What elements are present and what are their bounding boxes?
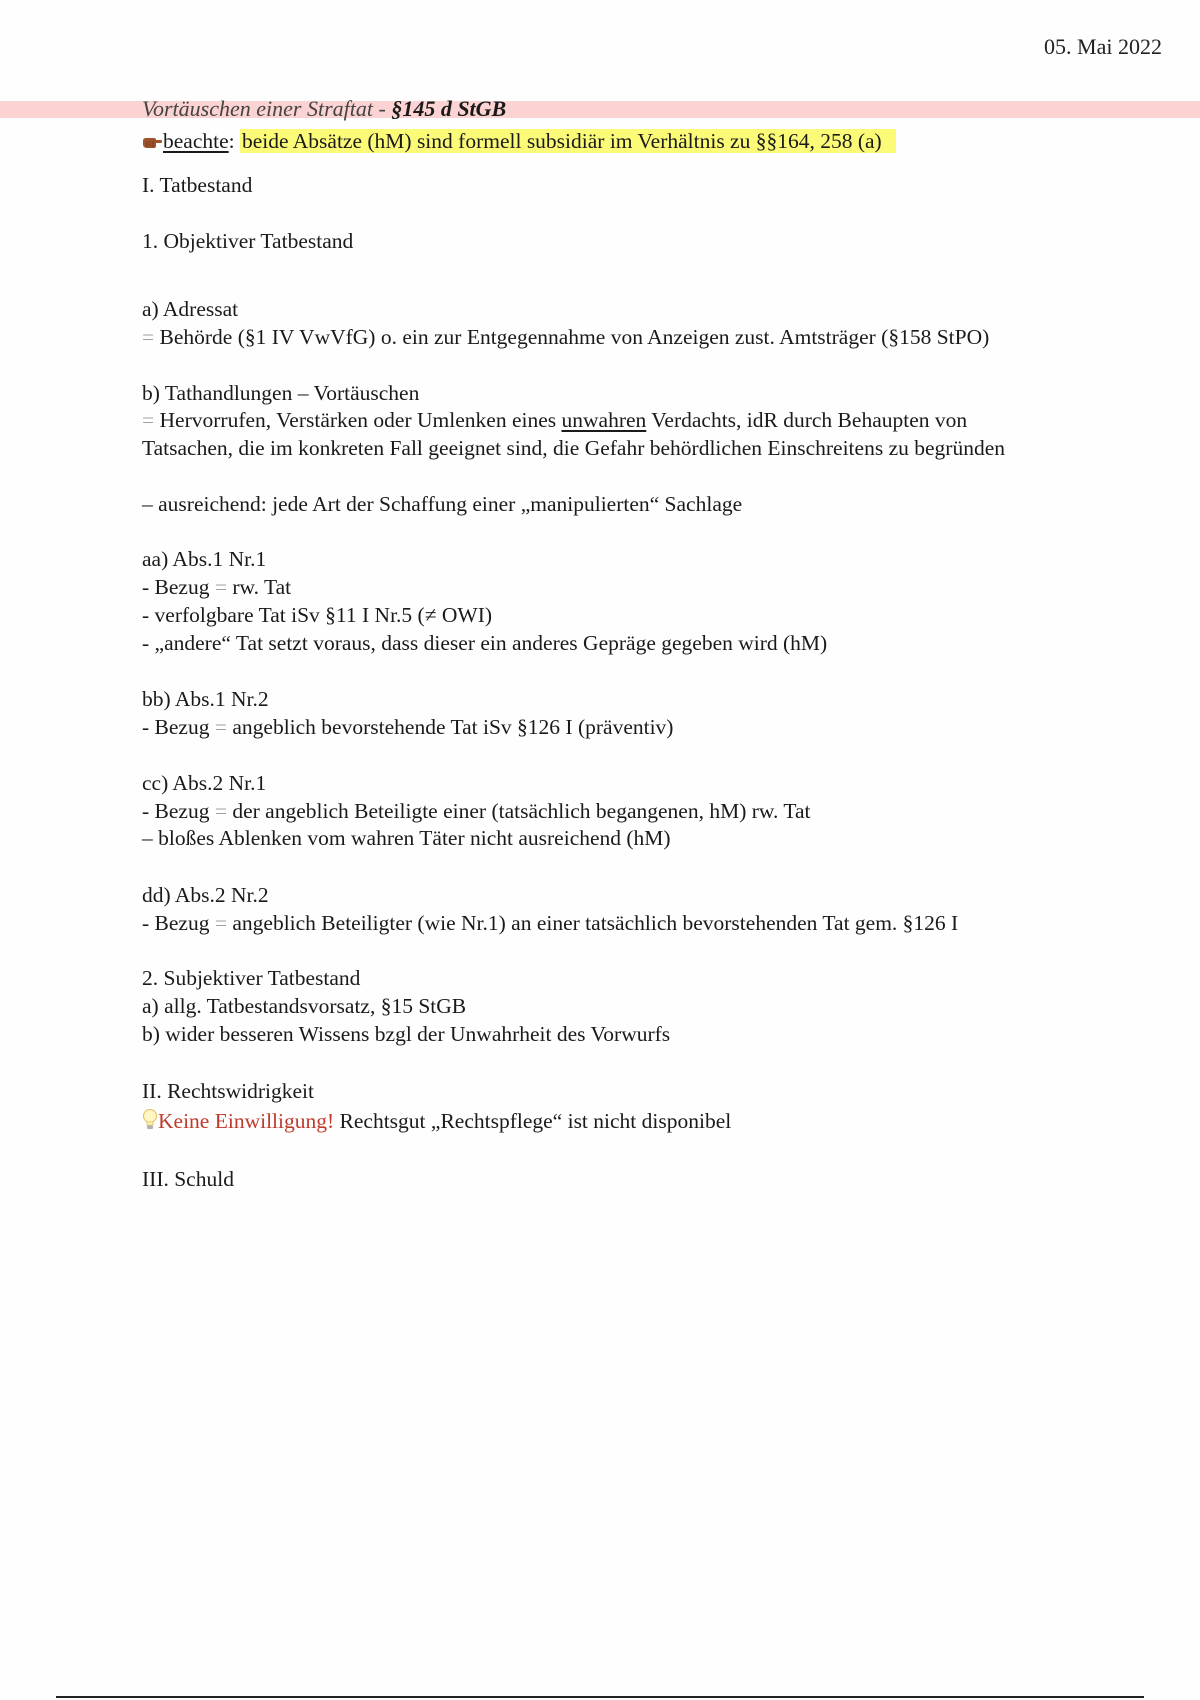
bezug-text: angeblich Beteiligter (wie Nr.1) an einer tatsächlich bevorstehenden Tat gem. §126 I: [226, 911, 959, 935]
heading-schuld: III. Schuld: [142, 1167, 234, 1191]
page-title: [142, 96, 506, 122]
abs2-nr1-bezug: [142, 798, 811, 824]
bezug-label: - Bezug: [142, 911, 215, 935]
abs2-nr1-ablenken: – bloßes Ablenken vom wahren Täter nicht ausreichend (hM): [142, 826, 671, 850]
heading-abs1-nr2: bb) Abs.1 Nr.2: [142, 687, 269, 711]
page-date: 05. Mai 2022: [1044, 34, 1162, 59]
adressat-text: Behörde (§1 IV VwVfG) o. ein zur Entgegennahme von Anzeigen zust. Amtsträger (§158 StPO): [154, 325, 990, 349]
bezug-text: angeblich bevorstehende Tat iSv §126 I (präventiv): [226, 715, 674, 739]
equals-sign: =: [142, 408, 155, 432]
heading-adressat: a) Adressat: [142, 297, 239, 321]
note-separator: :: [228, 129, 241, 153]
abs1-nr1-andere: - „andere“ Tat setzt voraus, dass dieser ein anderes Gepräge gegeben wird (hM): [142, 631, 828, 655]
equals-sign: =: [214, 911, 227, 935]
heading-tathandlungen: b) Tathandlungen – Vortäuschen: [142, 381, 420, 405]
note-label: beachte: [163, 129, 229, 153]
subjektiv-wissen: b) wider besseren Wissens bzgl der Unwahrheit des Vorwurfs: [142, 1022, 671, 1046]
heading-objektiver-tatbestand: 1. Objektiver Tatbestand: [142, 229, 354, 253]
title-prefix: Vortäuschen einer Straftat -: [142, 96, 392, 121]
tathandlungen-definition-1: [142, 407, 967, 433]
abs1-nr1-verfolgbar: - verfolgbare Tat iSv §11 I Nr.5 (≠ OWI): [142, 603, 493, 627]
abs2-nr2-bezug: [142, 910, 958, 936]
tathandlungen-definition-2: Tatsachen, die im konkreten Fall geeignet sind, die Gefahr behördlichen Einschreitens zu begründen: [142, 436, 1005, 460]
note-line: [142, 128, 896, 154]
heading-abs2-nr2: dd) Abs.2 Nr.2: [142, 883, 269, 907]
adressat-definition: [142, 324, 989, 350]
bezug-label: - Bezug: [142, 715, 215, 739]
lightbulb-icon: [142, 1108, 158, 1132]
rechtsgut-text: Rechtsgut „Rechtspflege“ ist nicht disponibel: [334, 1109, 732, 1133]
rechtswidrigkeit-note: [142, 1108, 731, 1134]
bezug-label: - Bezug: [142, 575, 215, 599]
heading-abs2-nr1: cc) Abs.2 Nr.1: [142, 771, 267, 795]
keine-einwilligung-text: Keine Einwilligung!: [158, 1109, 335, 1133]
heading-subjektiver-tatbestand: 2. Subjektiver Tatbestand: [142, 966, 361, 990]
equals-sign: =: [214, 575, 227, 599]
tathandlungen-text-b: Verdachts, idR durch Behaupten von: [646, 408, 968, 432]
equals-sign: =: [214, 715, 227, 739]
bezug-text: der angeblich Beteiligte einer (tatsächlich begangenen, hM) rw. Tat: [226, 799, 811, 823]
tathandlungen-text-a: Hervorrufen, Verstärken oder Umlenken eines: [154, 408, 562, 432]
footer-divider: [56, 1696, 1144, 1698]
bezug-text: rw. Tat: [226, 575, 292, 599]
note-highlighted-text: beide Absätze (hM) sind formell subsidiär im Verhältnis zu §§164, 258 (a): [240, 129, 896, 153]
heading-abs1-nr1: aa) Abs.1 Nr.1: [142, 547, 267, 571]
bezug-label: - Bezug: [142, 799, 215, 823]
abs1-nr2-bezug: [142, 714, 673, 740]
ausreichend-line: – ausreichend: jede Art der Schaffung einer „manipulierten“ Sachlage: [142, 492, 743, 516]
pointing-hand-icon: [142, 129, 162, 143]
heading-rechtswidrigkeit: II. Rechtswidrigkeit: [142, 1079, 314, 1103]
title-paragraph: §145 d StGB: [391, 96, 507, 121]
subjektiv-vorsatz: a) allg. Tatbestandsvorsatz, §15 StGB: [142, 994, 467, 1018]
equals-sign: =: [142, 325, 155, 349]
abs1-nr1-bezug: [142, 574, 291, 600]
equals-sign: =: [214, 799, 227, 823]
tathandlungen-underlined: unwahren: [561, 408, 647, 432]
heading-tatbestand: I. Tatbestand: [142, 173, 253, 197]
